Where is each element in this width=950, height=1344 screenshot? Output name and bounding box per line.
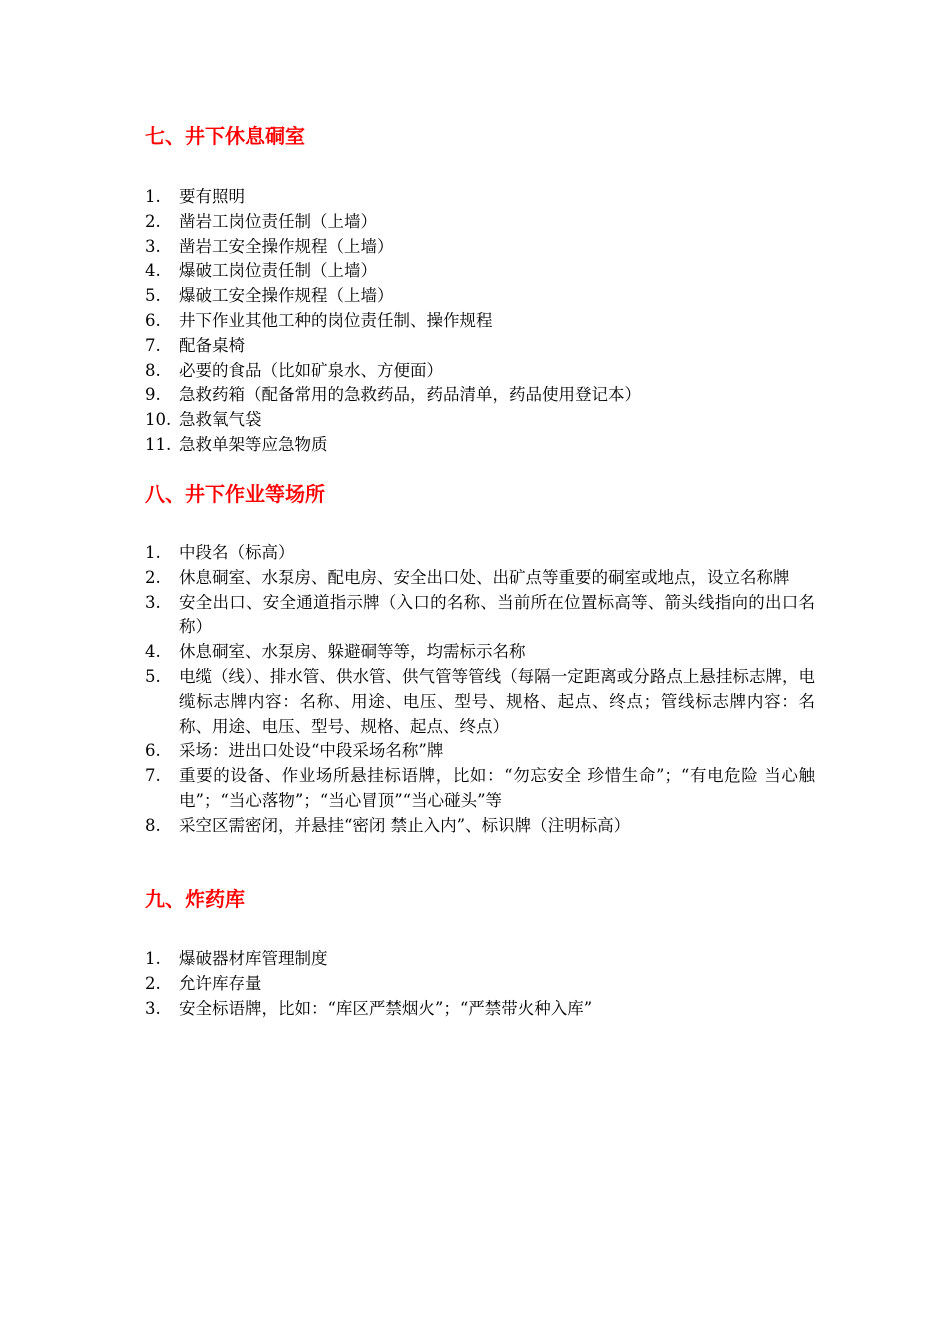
item-number: 4.: [145, 642, 161, 662]
item-number: 3.: [145, 236, 161, 256]
section-9-list: [145, 947, 815, 1021]
list-item: [145, 408, 815, 433]
item-number: 8.: [145, 360, 161, 380]
item-text: 爆破器材库管理制度: [179, 949, 328, 968]
item-text: 重要的设备、作业场所悬挂标语牌，比如：“勿忘安全 珍惜生命”；“有电危险 当心触电”；“当心落物”；“当心冒顶”“当心碰头”等: [179, 766, 815, 810]
item-number: 7.: [145, 766, 161, 786]
item-number: 1.: [145, 949, 161, 968]
item-number: 3.: [145, 998, 161, 1018]
item-text: 凿岩工岗位责任制（上墙）: [179, 211, 377, 231]
item-text: 要有照明: [179, 187, 245, 206]
item-number: 5.: [145, 666, 161, 686]
list-item: [145, 972, 815, 997]
list-item: [145, 541, 815, 566]
item-number: 8.: [145, 815, 161, 835]
list-item: [145, 739, 815, 764]
item-number: 5.: [145, 286, 161, 306]
list-item: [145, 185, 815, 210]
list-item: [145, 235, 815, 260]
item-number: 6.: [145, 741, 161, 761]
list-item: [145, 359, 815, 384]
item-text: 电缆（线）、排水管、供水管、供气管等管线（每隔一定距离或分路点上悬挂标志牌，电缆标志牌内容：名称、用途、电压、型号、规格、起点、终点；管线标志牌内容：名称、用途、电压、型号、规格、起点、终点）: [179, 666, 815, 736]
item-text: 爆破工安全操作规程（上墙）: [179, 286, 394, 306]
item-number: 9.: [145, 385, 161, 405]
list-item: [145, 334, 815, 359]
item-number: 2.: [145, 211, 161, 231]
section-8-list: [145, 541, 815, 839]
list-item: [145, 764, 815, 814]
list-item: [145, 947, 815, 972]
item-number: 4.: [145, 261, 161, 281]
list-item: [145, 383, 815, 408]
item-text: 急救药箱（配备常用的急救药品，药品清单，药品使用登记本）: [179, 385, 641, 405]
list-item: [145, 814, 815, 839]
item-text: 凿岩工安全操作规程（上墙）: [179, 236, 394, 256]
item-number: 6.: [145, 310, 161, 330]
section-7-list: [145, 185, 815, 458]
item-text: 安全标语牌，比如：“库区严禁烟火”；“严禁带火种入库”: [179, 998, 593, 1018]
list-item: [145, 210, 815, 235]
item-text: 采场：进出口处设“中段采场名称”牌: [179, 741, 444, 761]
item-text: 安全出口、安全通道指示牌（入口的名称、当前所在位置标高等、箭头线指向的出口名称）: [179, 592, 815, 637]
item-text: 急救氧气袋: [179, 410, 262, 430]
item-text: 爆破工岗位责任制（上墙）: [179, 261, 377, 281]
item-text: 配备桌椅: [179, 335, 245, 355]
item-number: 1.: [145, 543, 161, 562]
item-number: 10.: [145, 410, 172, 430]
item-number: 3.: [145, 592, 161, 612]
item-text: 休息硐室、水泵房、配电房、安全出口处、出矿点等重要的硐室或地点，设立名称牌: [179, 567, 790, 587]
item-number: 11.: [145, 434, 172, 454]
list-item: [145, 997, 815, 1022]
item-text: 中段名（标高）: [179, 543, 295, 562]
section-heading-9: 九、炸药库: [145, 887, 245, 911]
item-text: 井下作业其他工种的岗位责任制、操作规程: [179, 310, 493, 330]
list-item: [145, 665, 815, 739]
list-item: [145, 591, 815, 641]
item-number: 2.: [145, 973, 161, 993]
item-number: 2.: [145, 567, 161, 587]
list-item: [145, 640, 815, 665]
item-number: 7.: [145, 335, 161, 355]
item-number: 1.: [145, 187, 161, 206]
list-item: [145, 309, 815, 334]
list-item: [145, 566, 815, 591]
list-item: [145, 259, 815, 284]
item-text: 急救单架等应急物质: [179, 434, 328, 454]
list-item: [145, 433, 815, 458]
item-text: 休息硐室、水泵房、躲避硐等等，均需标示名称: [179, 642, 526, 662]
section-heading-8: 八、井下作业等场所: [145, 482, 325, 506]
list-item: [145, 284, 815, 309]
item-text: 允许库存量: [179, 973, 262, 993]
section-heading-7: 七、井下休息硐室: [145, 124, 305, 148]
item-text: 必要的食品（比如矿泉水、方便面）: [179, 360, 443, 380]
item-text: 采空区需密闭，并悬挂“密闭 禁止入内”、标识牌（注明标高）: [179, 815, 631, 835]
